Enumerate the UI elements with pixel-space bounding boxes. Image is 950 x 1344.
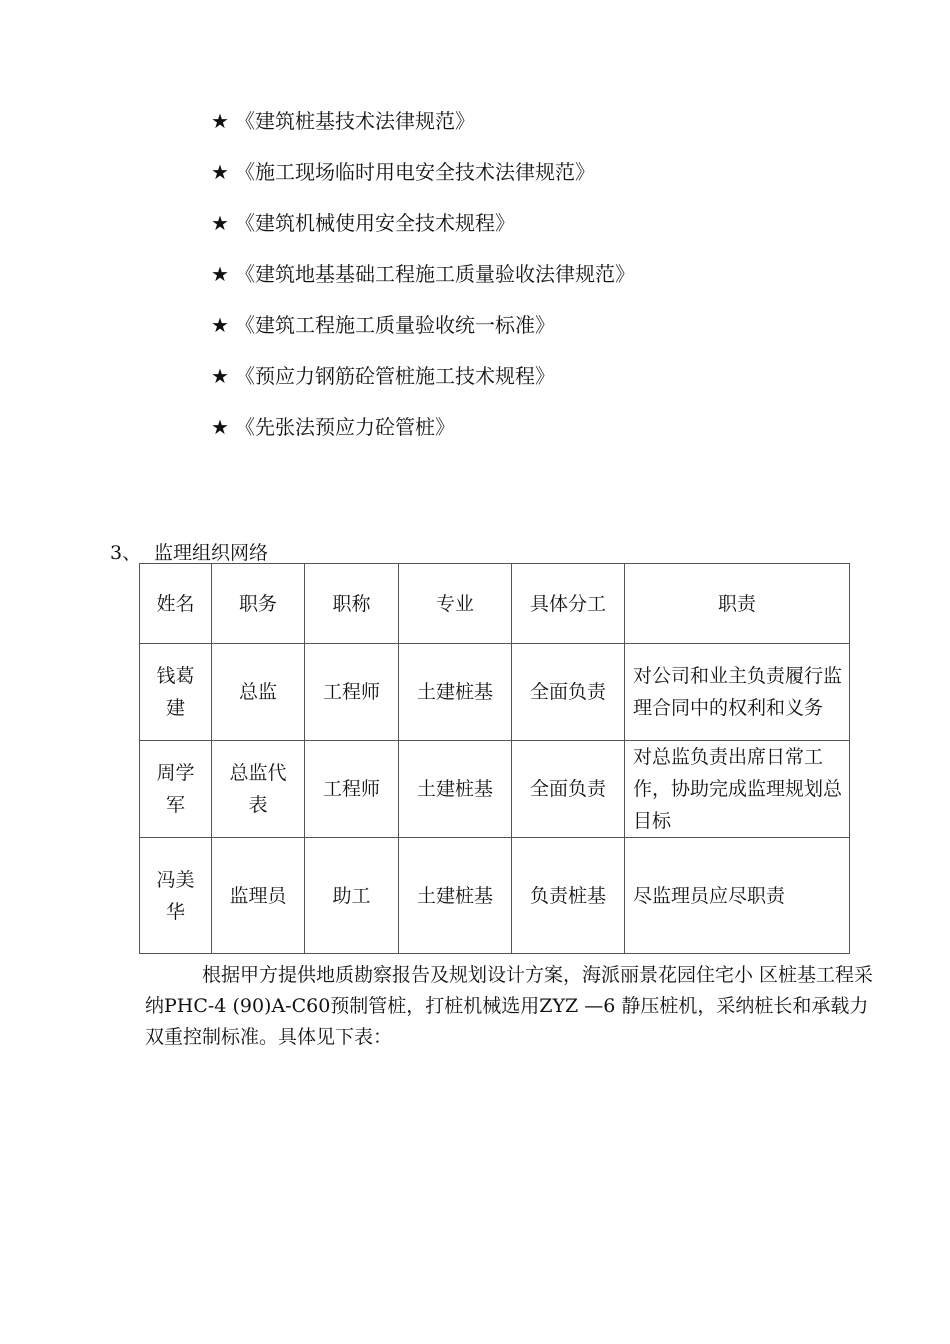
cell-duty: 对总监负责出席日常工作，协助完成监理规划总目标: [625, 741, 850, 838]
standard-title: 《预应力钢筋砼管桩施工技术规程》: [235, 364, 555, 388]
star-icon: ★: [211, 262, 229, 286]
star-icon: ★: [211, 211, 229, 235]
header-duty: 职责: [625, 564, 850, 644]
cell-position: 总监: [212, 644, 305, 741]
cell-division: 负责桩基: [512, 838, 625, 954]
star-icon: ★: [211, 109, 229, 133]
cell-position: 总监代表: [212, 741, 305, 838]
cell-name: 钱葛建: [140, 644, 212, 741]
header-title: 职称: [305, 564, 399, 644]
standard-title: 《施工现场临时用电安全技术法律规范》: [235, 160, 595, 184]
cell-specialty: 土建桩基: [399, 741, 512, 838]
standard-item: [211, 104, 635, 155]
cell-title: 助工: [305, 838, 399, 954]
header-position: 职务: [212, 564, 305, 644]
cell-duty: 对公司和业主负责履行监理合同中的权利和义务: [625, 644, 850, 741]
standard-item: [211, 410, 635, 461]
standard-item: [211, 257, 635, 308]
standard-item: [211, 206, 635, 257]
table-row: [140, 644, 850, 741]
section-title: 监理组织网络: [154, 542, 269, 564]
cell-title: 工程师: [305, 644, 399, 741]
standard-item: [211, 155, 635, 206]
table-header-row: [140, 564, 850, 644]
section-number: 3、: [110, 542, 142, 564]
standard-title: 《建筑工程施工质量验收统一标准》: [235, 313, 555, 337]
cell-specialty: 土建桩基: [399, 644, 512, 741]
cell-name: 周学军: [140, 741, 212, 838]
cell-division: 全面负责: [512, 741, 625, 838]
header-name: 姓名: [140, 564, 212, 644]
body-paragraph: 根据甲方提供地质勘察报告及规划设计方案，海派丽景花园住宅小 区桩基工程采纳PHC-4 (90)A-C60预制管桩，打桩机械选用ZYZ —6 静压桩机，采纳桩长和承载力双重控制标准。具体见下表：: [145, 964, 874, 1048]
star-icon: ★: [211, 364, 229, 388]
table-row: [140, 741, 850, 838]
star-icon: ★: [211, 160, 229, 184]
cell-name: 冯美华: [140, 838, 212, 954]
header-division: 具体分工: [512, 564, 625, 644]
cell-duty: 尽监理员应尽职责: [625, 838, 850, 954]
supervision-org-table: [139, 563, 850, 954]
table-row: [140, 838, 850, 954]
standard-title: 《建筑机械使用安全技术规程》: [235, 211, 515, 235]
standard-item: [211, 359, 635, 410]
cell-position: 监理员: [212, 838, 305, 954]
cell-specialty: 土建桩基: [399, 838, 512, 954]
star-icon: ★: [211, 415, 229, 439]
standard-title: 《建筑桩基技术法律规范》: [235, 109, 475, 133]
cell-title: 工程师: [305, 741, 399, 838]
standard-item: [211, 308, 635, 359]
standard-title: 《先张法预应力砼管桩》: [235, 415, 455, 439]
star-icon: ★: [211, 313, 229, 337]
header-specialty: 专业: [399, 564, 512, 644]
cell-division: 全面负责: [512, 644, 625, 741]
standard-title: 《建筑地基基础工程施工质量验收法律规范》: [235, 262, 635, 286]
standards-list: [211, 104, 635, 461]
